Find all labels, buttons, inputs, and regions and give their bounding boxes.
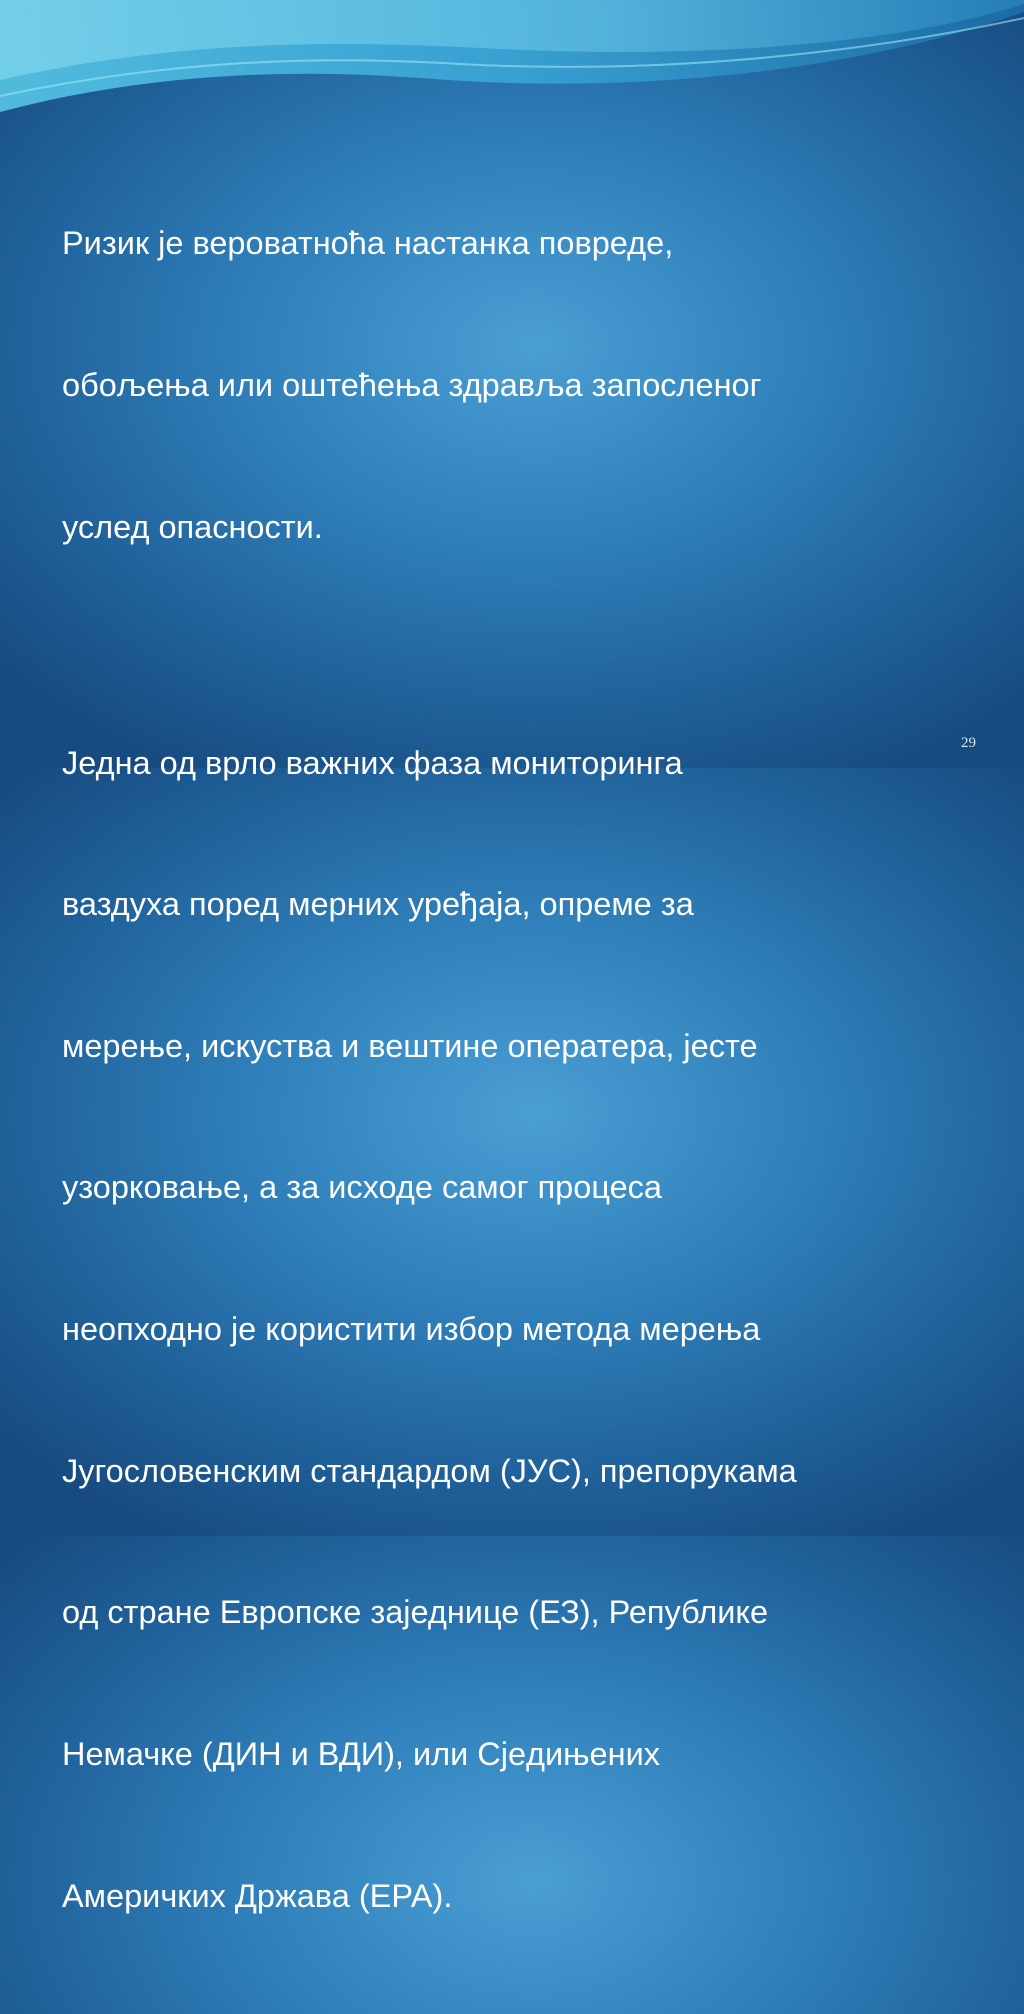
text-line: од стране Европске заједнице (ЕЗ), Републике	[62, 1594, 769, 1631]
slide-body-text	[62, 126, 982, 2014]
text-line: узорковање, а за исходе самог процеса	[62, 1169, 662, 1206]
text-line: Ризик је вероватноћа настанка повреде,	[62, 225, 674, 262]
slide-page-number: 29	[961, 735, 976, 751]
text-line: Немачке (ДИН и ВДИ), или Сјeдињених	[62, 1735, 660, 1772]
text-line: Америчких Држава (ЕРА).	[62, 1877, 453, 1914]
text-line: мерење, искуства и вештине оператера, јесте	[62, 1027, 758, 1064]
text-line: услед опасности.	[62, 508, 323, 545]
air-monitoring-paragraph	[62, 645, 982, 2014]
text-line: Југословенским стандардом (ЈУС), препорукама	[62, 1452, 797, 1489]
risk-definition-paragraph	[62, 126, 982, 645]
text-line: обољења или оштећења здравља запосленог	[62, 367, 762, 404]
text-line: ваздуха поред мерних уређаја, опреме за	[62, 886, 694, 923]
decorative-wave-header	[0, 0, 1024, 130]
text-line: Једна од врло важних фаза мониторинга	[62, 744, 683, 781]
text-line: неопходно је користити избор метода мерења	[62, 1311, 761, 1348]
